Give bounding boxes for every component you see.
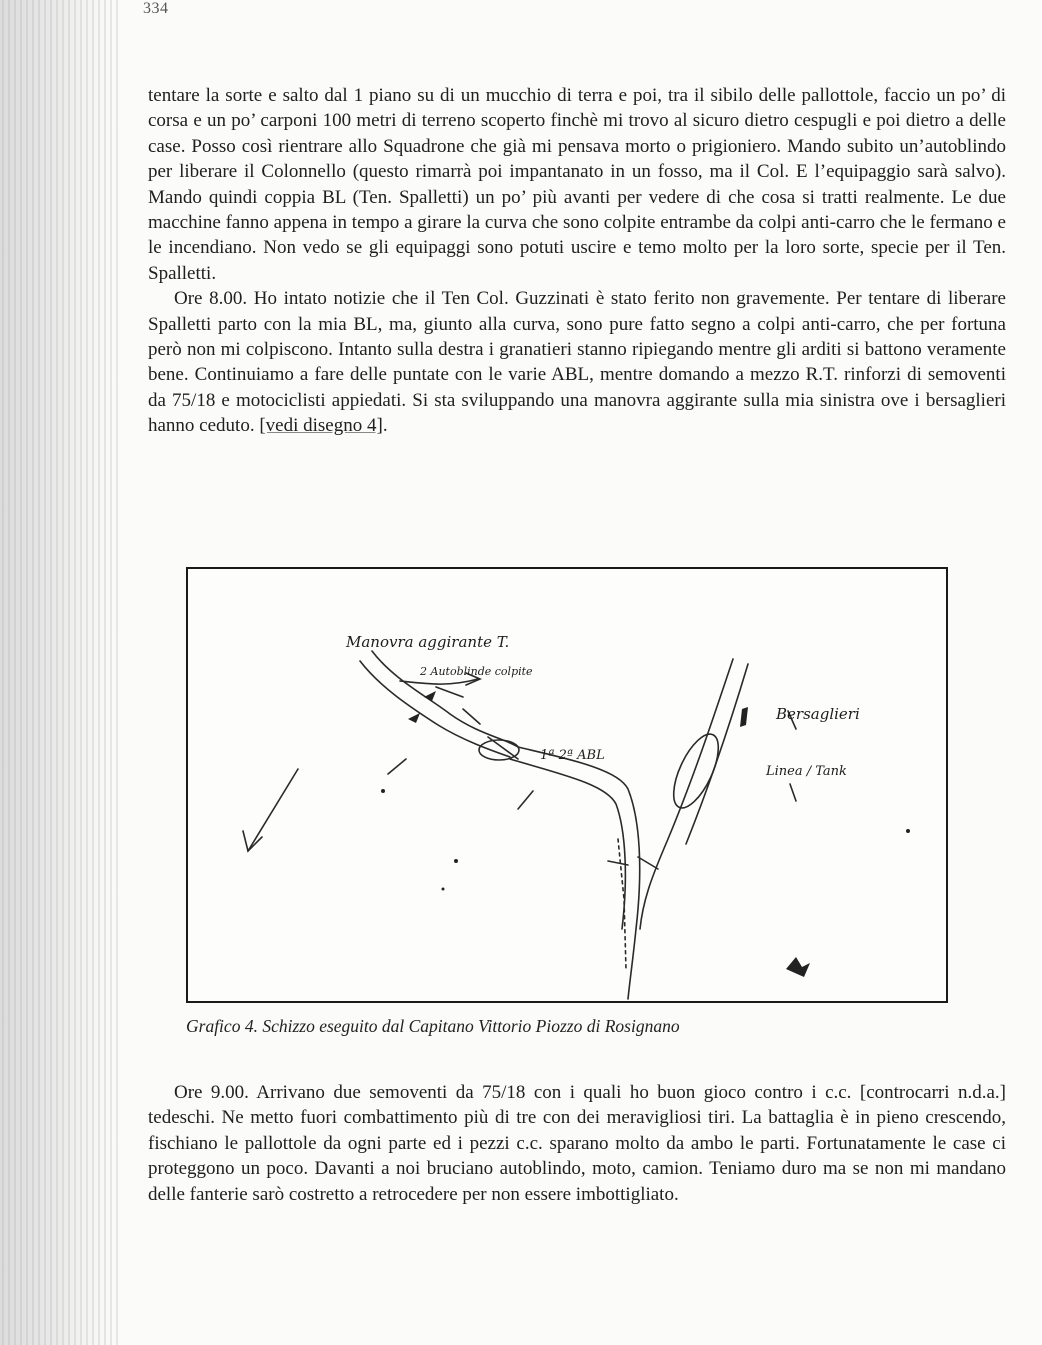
- sketch-label-abl: 1ª 2ª ABL: [540, 748, 605, 763]
- tick-mark: [638, 857, 658, 869]
- body-text-top: [148, 83, 1006, 439]
- sketch-label-two-hit: 2 Autoblinde colpite: [420, 665, 533, 678]
- ink-mark: [740, 707, 748, 727]
- figure-reference-link[interactable]: [vedi disegno 4]: [259, 415, 383, 437]
- ink-mark: [424, 691, 436, 701]
- vehicle-oval: [479, 740, 519, 760]
- small-arrow: [388, 759, 406, 774]
- road-main-2: [510, 759, 625, 929]
- figure-caption: Grafico 4. Schizzo eseguito dal Capitano Vittorio Piozzo di Rosignano: [186, 1016, 680, 1036]
- dot-marker: [442, 888, 445, 891]
- sketch-figure: [186, 567, 948, 1003]
- houses-oval: [665, 728, 728, 814]
- sketch-label-bersaglieri: Bersaglieri: [776, 705, 860, 723]
- sketch-drawing: [188, 569, 946, 1001]
- dot-marker: [454, 859, 458, 863]
- road-right-2: [686, 664, 748, 844]
- paragraph: Ore 9.00. Arrivano due semoventi da 75/18 con i quali ho buon gioco contro i c.c. [controcarri n.d.a.] tedeschi. Ne metto fuori combattimento più di tre con dei meravigliosi tiri. La battaglia è in pieno crescendo, fischiano le pallottole da ogni parte ed i pezzi c.c. sparano molto da ambo le parti. Fortunatamente le case ci proteggono un poco. Davanti a noi bruciano autoblindo, moto, camion. Teniamo duro ma se non mi mandano delle fanterie sarò costretto a retrocedere per non essere imbottigliato.: [148, 1082, 1006, 1205]
- tick-mark: [790, 784, 796, 801]
- road-main-1: [518, 747, 640, 999]
- dot-marker: [906, 829, 910, 833]
- maneuver-arrow-2: [436, 687, 463, 697]
- maneuver-arrow: [400, 679, 478, 684]
- sketch-label-maneuver: Manovra aggirante T.: [346, 633, 510, 651]
- book-binding-shadow: [0, 0, 118, 1345]
- ink-blot: [786, 957, 810, 977]
- sketch-label-line: Linea / Tank: [766, 764, 847, 779]
- body-text-bottom: [148, 1080, 1006, 1207]
- small-arrow: [463, 709, 480, 724]
- paragraph-text: Ore 8.00. Ho intato notizie che il Ten Col. Guzzinati è stato ferito non gravemente. Per tentare di liberare Spalletti parto con la mia BL, ma, giunto alla curva, sono pure fatto segno a colpi anti-carro, che per fortuna però non mi colpiscono. Intanto sulla destra i granatieri stanno ripiegando mentre gli arditi si battono veramente bene. Continuiamo a fare delle puntate con le varie ABL, mentre domando a mezzo R.T. rinforzi di semoventi da 75/18 e motociclisti appiedati. Si sta sviluppando una manovra aggirante sulla mia sinistra ove i bersaglieri hanno ceduto.: [148, 288, 1006, 437]
- dot-marker: [381, 789, 385, 793]
- ink-mark: [408, 713, 420, 723]
- page-number: 334: [143, 0, 169, 17]
- small-arrow: [518, 791, 533, 809]
- paragraph: [148, 286, 1006, 438]
- paragraph-end: .: [382, 415, 388, 437]
- paragraph: tentare la sorte e salto dal 1 piano su di un mucchio di terra e poi, tra il sibilo delle pallottole, faccio un po’ di corsa e un po’ carponi 100 metri di terreno scoperto finchè mi trovo al sicuro dietro cespugli e poi dietro a delle case. Posso così rientrare allo Squadrone che già mi pensava morto o prigioniero. Mando subito un’autoblindo per liberare il Colonnello (questo rimarrà poi impantanato in un fosso, ma il Col. E l’equipaggio sarà salvo). Mando quindi coppia BL (Ten. Spalletti) un po’ più avanti per vedere di che cosa si tratti realmente. Le due macchine fanno appena in tempo a girare la curva che sono colpite entrambe da colpi anti-carro che le fermano e le incendiano. Non vedo se gli equipaggi sono potuti uscire e temo molto per la loro sorte, specie per il Ten. Spalletti.: [148, 85, 1006, 284]
- left-advance-arrow: [248, 769, 298, 851]
- road-right-1: [640, 659, 733, 929]
